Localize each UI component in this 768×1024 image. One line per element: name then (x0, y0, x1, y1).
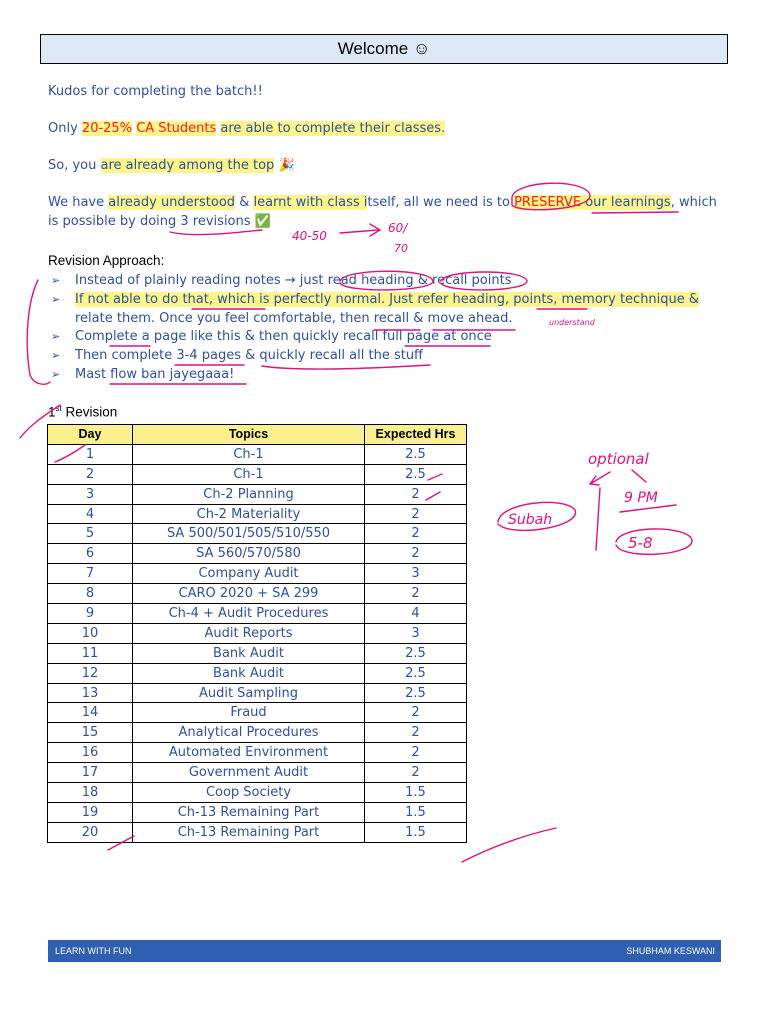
page-title: Welcome ☺ (40, 34, 728, 64)
cell-topic: Coop Society (133, 783, 365, 803)
table-row (48, 643, 467, 663)
cell-topic: SA 500/501/505/510/550 (133, 524, 365, 544)
so-prefix: So, you (48, 158, 101, 173)
cell-day: 13 (48, 683, 133, 703)
kudos-line: Kudos for completing the batch!! (48, 84, 263, 99)
cell-topic: Automated Environment (133, 743, 365, 763)
bullet-text: Complete a page like this & then quickly recall full page at once (75, 329, 492, 345)
annotation-subah-text: Subah (508, 512, 553, 528)
we-line2-revisions: 3 revisions (180, 214, 251, 229)
we-highlight-understood: already understood (108, 195, 236, 210)
table-row (48, 723, 467, 743)
cell-topic: Audit Reports (133, 623, 365, 643)
annotation-optional-text: optional (588, 450, 649, 468)
so-highlight: are already among the top (100, 158, 275, 173)
cell-day: 16 (48, 743, 133, 763)
cell-hours: 1.5 (365, 802, 467, 822)
cell-day: 17 (48, 763, 133, 783)
cell-hours: 2 (365, 723, 467, 743)
table-row (48, 763, 467, 783)
arrow-bullet-icon: ➢ (51, 292, 61, 306)
we-part-2: & (235, 195, 254, 210)
list-item (48, 347, 699, 366)
cell-hours: 4 (365, 604, 467, 624)
cell-topic: Ch-13 Remaining Part (133, 802, 365, 822)
cell-day: 12 (48, 663, 133, 683)
checkmark-icon: ✅ (254, 214, 271, 229)
cell-topic: Ch-1 (133, 464, 365, 484)
cell-day: 14 (48, 703, 133, 723)
cell-topic: Analytical Procedures (133, 723, 365, 743)
annotation-underline-learnings (592, 212, 678, 213)
bullet-text: Then complete 3-4 pages & quickly recall all the stuff (75, 348, 424, 364)
table-row (48, 544, 467, 564)
party-icon: 🎉 (278, 158, 295, 173)
we-line2-a: is possible by doing (48, 214, 181, 229)
annotation-hours-text: 9 PM (624, 490, 658, 506)
list-item (48, 272, 699, 291)
only-rest: are able to complete their classes. (220, 121, 446, 136)
cell-day: 3 (48, 484, 133, 504)
cell-day: 19 (48, 802, 133, 822)
bullet-text: relate them. Once you feel comfortable, then recall & move ahead. (75, 310, 513, 326)
bullet-text: Instead of plainly reading notes → just read heading & recall points (75, 273, 512, 288)
we-part-3: tself, all we need is to (367, 195, 515, 210)
cell-hours: 1.5 (365, 822, 467, 842)
revision-table (47, 424, 467, 843)
we-part-4: , which (670, 195, 717, 210)
footer-left-text: LEARN WITH FUN (55, 946, 132, 956)
list-item (48, 366, 699, 385)
table-row (48, 584, 467, 604)
revision-sup: st (55, 404, 62, 413)
only-percentage: 20-25% (81, 121, 133, 136)
cell-day: 4 (48, 504, 133, 524)
annotation-underline (620, 505, 676, 512)
cell-day: 7 (48, 564, 133, 584)
cell-day: 6 (48, 544, 133, 564)
cell-topic: Company Audit (133, 564, 365, 584)
cell-topic: SA 560/570/580 (133, 544, 365, 564)
first-revision-heading (48, 404, 117, 420)
cell-day: 1 (48, 444, 133, 464)
annotation-stroke (462, 828, 556, 862)
table-row (48, 743, 467, 763)
we-highlight-learnt: learnt with class i (253, 195, 368, 210)
cell-topic: Fraud (133, 703, 365, 723)
annotation-divider (596, 488, 600, 550)
table-row (48, 663, 467, 683)
cell-topic: Ch-13 Remaining Part (133, 822, 365, 842)
annotation-range-text: 40-50 (292, 229, 327, 243)
cell-topic: Audit Sampling (133, 683, 365, 703)
cell-hours: 2 (365, 743, 467, 763)
column-header-day: Day (48, 425, 133, 445)
revision-num: 1 (48, 404, 56, 420)
annotation-arrow (632, 470, 646, 482)
table-row (48, 604, 467, 624)
arrow-bullet-icon: ➢ (51, 274, 61, 287)
cell-hours: 2.5 (365, 683, 467, 703)
footer-bar (48, 940, 721, 962)
annotation-range2-text: 5-8 (628, 534, 653, 552)
footer-right-text: SHUBHAM KESWANI (626, 946, 715, 956)
cell-day: 9 (48, 604, 133, 624)
table-row (48, 623, 467, 643)
annotation-arrow (590, 472, 610, 485)
column-header-hours: Expected Hrs (365, 425, 467, 445)
approach-list (48, 272, 699, 385)
so-line (48, 156, 295, 175)
cell-hours: 2.5 (365, 643, 467, 663)
cell-topic: Bank Audit (133, 643, 365, 663)
list-item (48, 328, 699, 347)
table-row (48, 484, 467, 504)
cell-hours: 2 (365, 484, 467, 504)
table-row (48, 444, 467, 464)
cell-hours: 2 (365, 544, 467, 564)
cell-hours: 2.5 (365, 663, 467, 683)
we-line-2 (48, 212, 271, 231)
table-row (48, 802, 467, 822)
cell-day: 15 (48, 723, 133, 743)
we-part-1: We have (48, 195, 109, 210)
arrow-bullet-icon: ➢ (51, 330, 61, 344)
only-ca-students: CA Students (136, 121, 217, 136)
annotation-arrow (340, 224, 380, 236)
table-row (48, 504, 467, 524)
cell-day: 2 (48, 464, 133, 484)
cell-day: 18 (48, 783, 133, 803)
revision-approach-heading: Revision Approach: (48, 253, 165, 268)
cell-hours: 1.5 (365, 783, 467, 803)
cell-topic: CARO 2020 + SA 299 (133, 584, 365, 604)
cell-hours: 2 (365, 763, 467, 783)
arrow-bullet-icon: ➢ (51, 367, 61, 381)
cell-topic: Government Audit (133, 763, 365, 783)
we-preserve: PRESERVE (514, 195, 582, 210)
table-row (48, 464, 467, 484)
cell-day: 10 (48, 623, 133, 643)
revision-label: Revision (61, 404, 118, 420)
column-header-topics: Topics (133, 425, 365, 445)
table-row (48, 703, 467, 723)
table-row (48, 564, 467, 584)
cell-hours: 2 (365, 584, 467, 604)
cell-hours: 3 (365, 623, 467, 643)
we-learnings: our learnings (581, 195, 671, 210)
only-prefix: Only (48, 121, 82, 136)
table-row (48, 524, 467, 544)
cell-hours: 2 (365, 524, 467, 544)
cell-hours: 2 (365, 504, 467, 524)
only-line (48, 119, 445, 138)
bullet-text: Mast flow ban jayegaaa! (75, 366, 235, 382)
annotation-circle-subah (498, 502, 575, 530)
cell-hours: 2.5 (365, 444, 467, 464)
cell-hours: 2 (365, 703, 467, 723)
list-item (48, 310, 699, 329)
cell-day: 20 (48, 822, 133, 842)
list-item (48, 291, 699, 310)
annotation-circle-range (616, 529, 692, 554)
cell-day: 8 (48, 584, 133, 604)
bullet-text: If not able to do that, which is perfectly normal. Just refer heading, points, memory technique & (75, 291, 700, 307)
cell-topic: Ch-4 + Audit Procedures (133, 604, 365, 624)
arrow-bullet-icon: ➢ (51, 349, 61, 363)
cell-topic: Ch-2 Materiality (133, 504, 365, 524)
cell-hours: 3 (365, 564, 467, 584)
table-row (48, 822, 467, 842)
table-header-row (48, 425, 467, 445)
cell-topic: Ch-1 (133, 444, 365, 464)
cell-hours: 2.5 (365, 464, 467, 484)
cell-topic: Ch-2 Planning (133, 484, 365, 504)
cell-day: 11 (48, 643, 133, 663)
cell-day: 5 (48, 524, 133, 544)
we-line (48, 193, 717, 212)
cell-topic: Bank Audit (133, 663, 365, 683)
annotation-fraction-bottom: 70 (394, 242, 408, 255)
table-row (48, 783, 467, 803)
table-row (48, 683, 467, 703)
annotation-bracket (27, 280, 50, 384)
annotation-understand-text: understand (549, 318, 595, 327)
annotation-fraction-top: 60/ (388, 221, 408, 235)
